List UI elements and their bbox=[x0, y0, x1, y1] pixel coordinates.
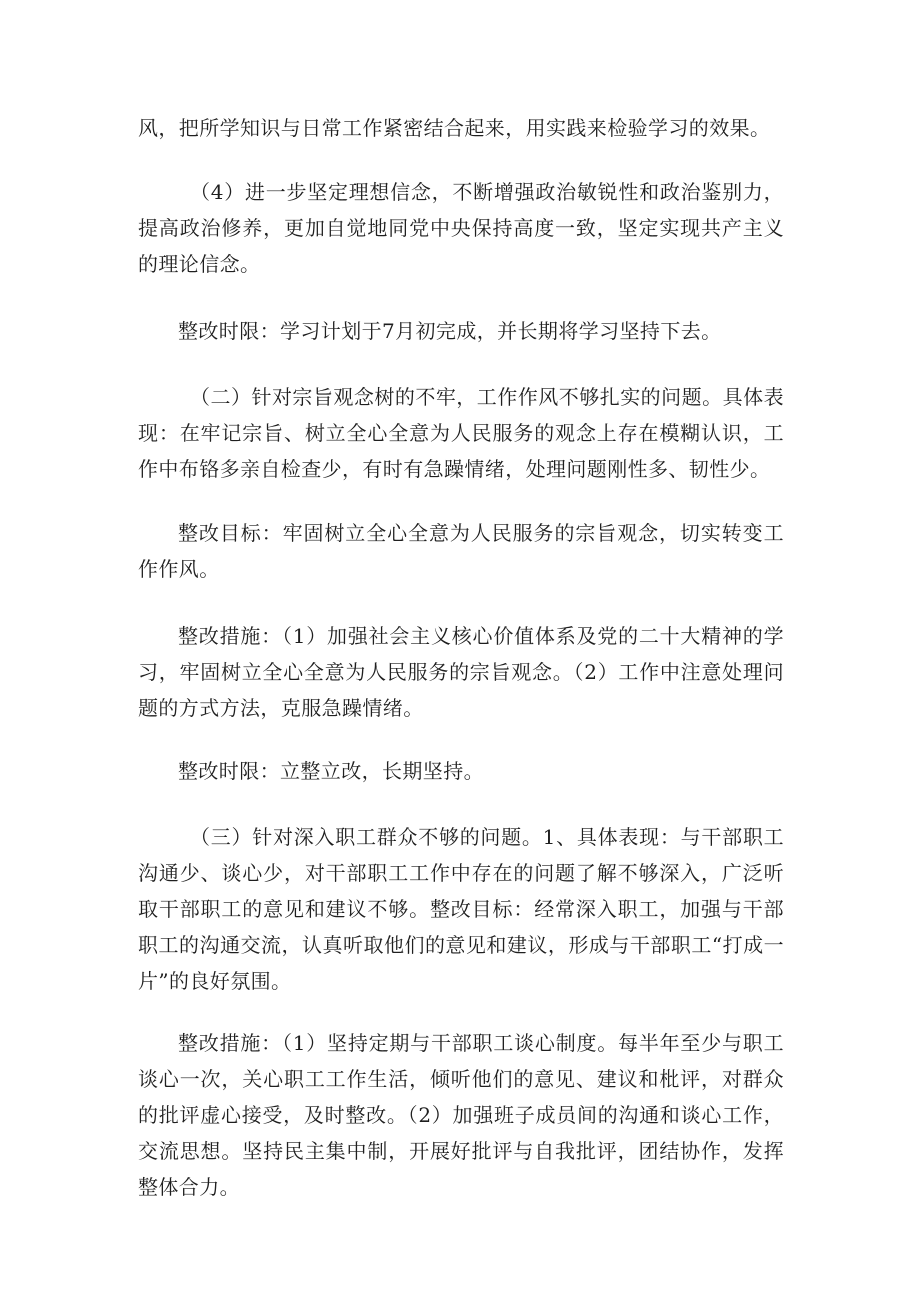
paragraph-block-3 bbox=[138, 313, 784, 349]
paragraph-3: 整改时限：学习计划于7月初完成，并长期将学习坚持下去。 bbox=[178, 319, 722, 343]
paragraph-continuation bbox=[138, 110, 784, 146]
paragraph-8: （三）针对深入职工群众不够的问题。1、具体表现：与干部职工沟通少、谈心少，对干部职工工作中存在的问题了解不够深入，广泛听取干部职工的意见和建议不够。整改目标：经常深入职工，加强与干部职工的沟通交流，认真听取他们的意见和建议，形成与干部职工“打成一片”的良好氛围。 bbox=[138, 825, 784, 993]
paragraph-9: 整改措施：（1）坚持定期与干部职工谈心制度。每半年至少与职工谈心一次，关心职工工作生活，倾听他们的意见、建议和枇评，对群众的批评虚心接受，及时整改。（2）加强班子成员间的沟通和谈心工作，交流思想。坚持民主集中制，开展好批评与自我批评，团结协作，发挥整体合力。 bbox=[138, 1031, 784, 1199]
paragraph-block-7 bbox=[138, 753, 784, 789]
paragraph-block-6 bbox=[138, 618, 784, 726]
paragraph-block-4 bbox=[138, 379, 784, 487]
paragraph-block-8 bbox=[138, 819, 784, 999]
paragraph-block-2 bbox=[138, 174, 784, 282]
paragraph-4: （二）针对宗旨观念树的不牢，工作作风不够扎实的问题。具体表现：在牢记宗旨、树立全心全意为人民服务的观念上存在模糊认识，工作中布铬多亲自检查少，有时有急躁情绪，处理问题刚性多、韧性少。 bbox=[138, 385, 784, 481]
paragraph-5: 整改目标：牢固树立全心全意为人民服务的宗旨观念，切实转变工作作风。 bbox=[138, 521, 784, 581]
paragraph-6: 整改措施：（1）加强社会主义核心价值体系及党的二十大精神的学习，牢固树立全心全意为人民服务的宗旨观念。（2）工作中注意处理问题的方式方法，克服急躁情绪。 bbox=[138, 624, 784, 720]
paragraph-block-9 bbox=[138, 1025, 784, 1205]
paragraph-7: 整改时限：立整立改，长期坚持。 bbox=[178, 759, 484, 783]
paragraph-block-5 bbox=[138, 515, 784, 587]
paragraph-2: （4）进一步坚定理想信念，不断增强政治敏锐性和政治鉴别力，提高政治修养，更加自觉地同党中央保持高度一致，坚定实现共产主义的理论信念。 bbox=[138, 180, 784, 276]
paragraph-1: 风，把所学知识与日常工作紧密结合起来，用实践来检验学习的效果。 bbox=[138, 116, 771, 140]
